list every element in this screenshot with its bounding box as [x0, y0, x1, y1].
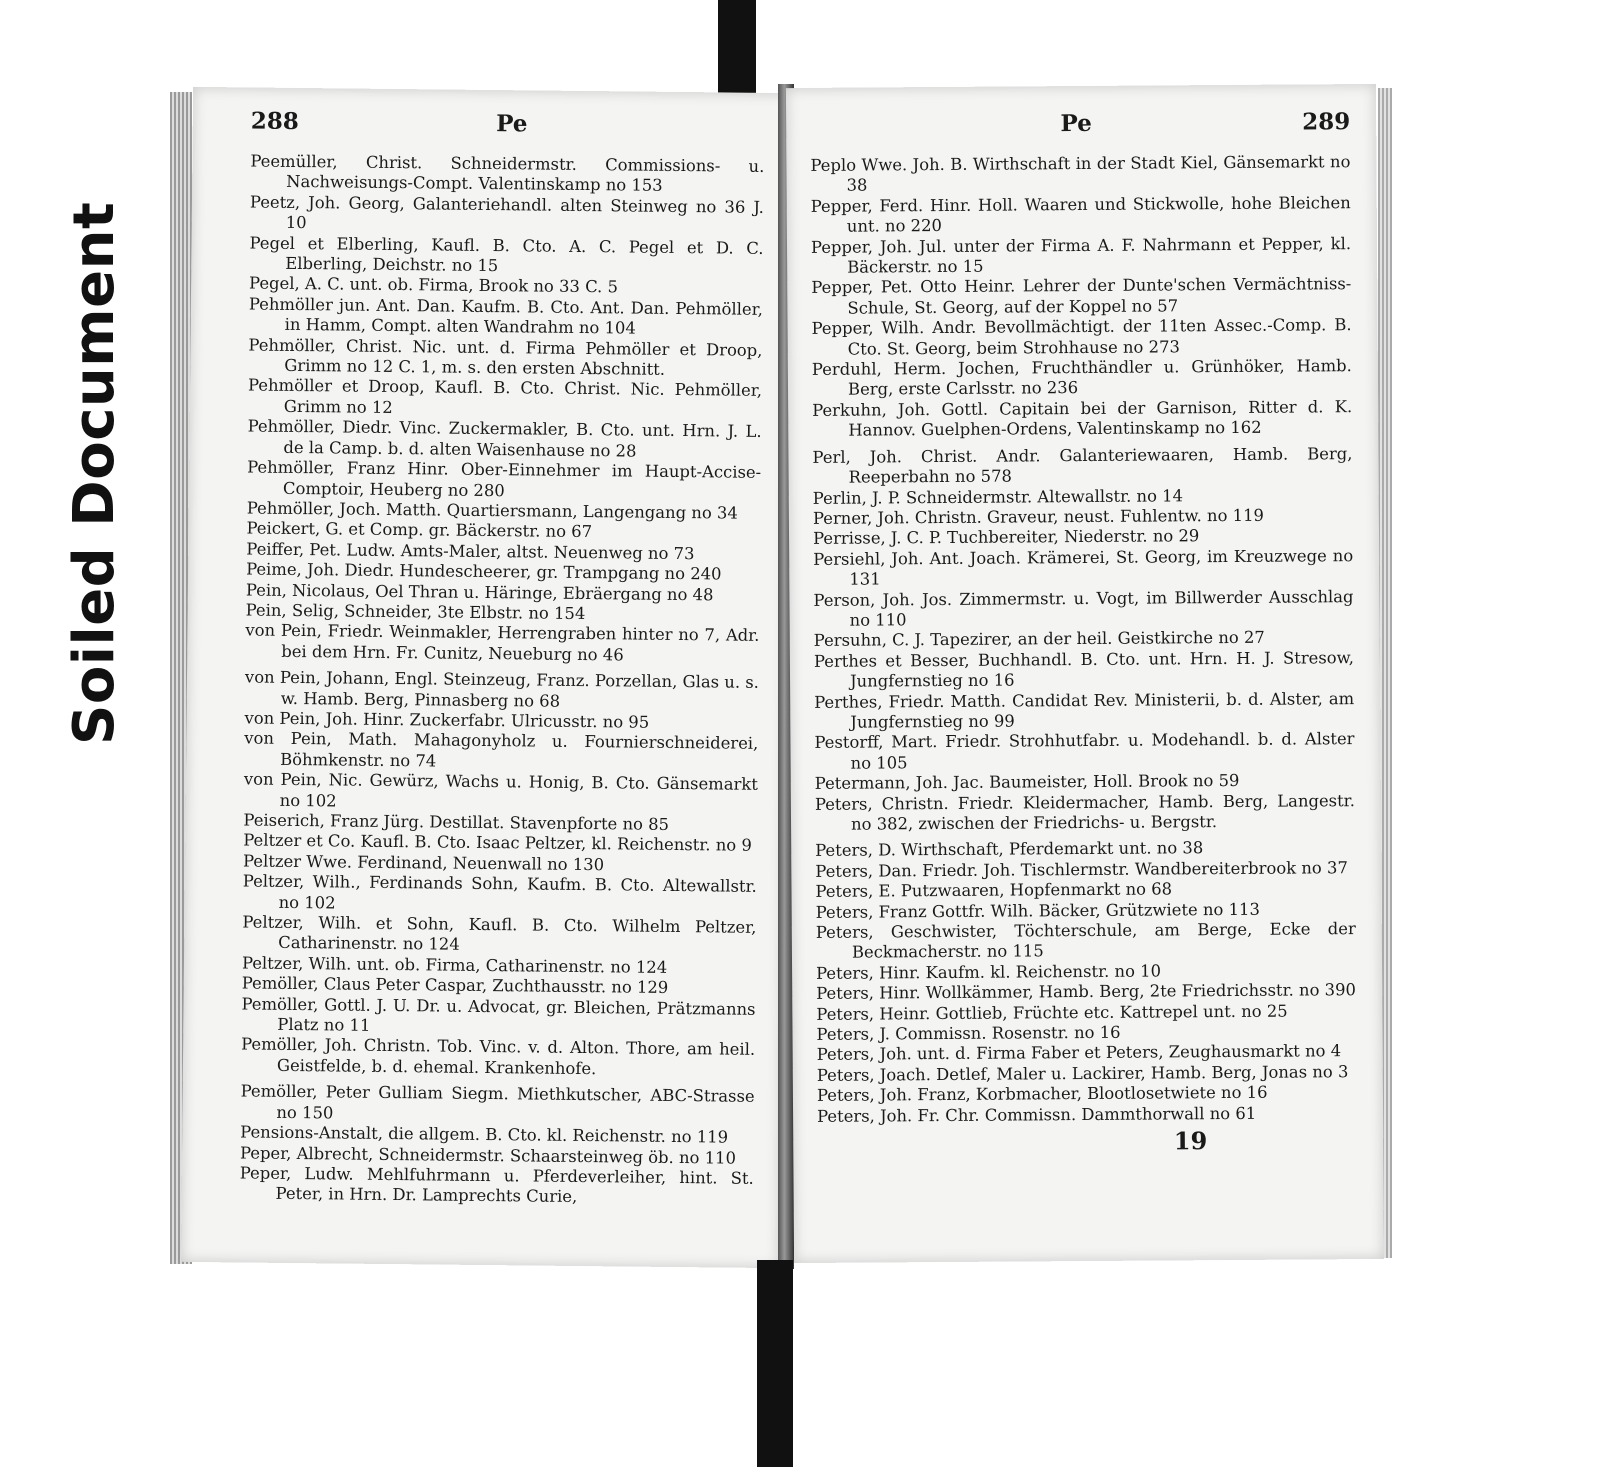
directory-entry: Pehmöller et Droop, Kaufl. B. Cto. Christ. Nic. Pehmöller, Grimm no 12 — [247, 375, 763, 417]
directory-entry: Peters, Joach. Detlef, Maler u. Lackirer, Hamb. Berg, Jonas no 3 — [816, 1062, 1349, 1085]
directory-entry: Peickert, G. et Comp. gr. Bäckerstr. no 67 — [246, 518, 593, 542]
directory-entry: von Pein, Math. Mahagonyholz u. Fournierschneiderei, Böhmkenstr. no 74 — [244, 728, 759, 771]
directory-entry: Pepper, Ferd. Hinr. Holl. Waaren und Stickwolle, hohe Bleichen unt. no 220 — [810, 192, 1351, 236]
left-page — [181, 87, 791, 1268]
directory-entry: Pein, Selig, Schneider, 3te Elbstr. no 154 — [245, 600, 586, 623]
directory-entry: Peplo Wwe. Joh. B. Wirthschaft in der Stadt Kiel, Gänsemarkt no 38 — [810, 152, 1351, 196]
soiled-document-stamp: Soiled Document — [62, 201, 127, 745]
directory-entry: Peters, D. Wirthschaft, Pferdemarkt unt. no 38 — [815, 838, 1204, 861]
directory-entry: Pein, Nicolaus, Oel Thran u. Häringe, Ebräergang no 48 — [245, 580, 714, 604]
directory-entry: Peltzer, Wilh. et Sohn, Kaufl. B. Cto. Wilhelm Peltzer, Catharinenstr. no 124 — [242, 912, 757, 955]
directory-entry: von Pein, Friedr. Weinmakler, Herrengraben hinter no 7, Adr. bei dem Hrn. Fr. Cunitz, Neueburg no 46 — [245, 620, 760, 665]
directory-entry: Pehmöller, Joch. Matth. Quartiersmann, Langengang no 34 — [246, 498, 738, 523]
directory-entry: Person, Joh. Jos. Zimmermstr. u. Vogt, im Billwerder Ausschlag no 110 — [813, 586, 1354, 630]
directory-entry: Pehmöller, Christ. Nic. unt. d. Firma Pehmöller et Droop, Grimm no 12 C. 1, m. s. den ersten Abschnitt. — [248, 335, 763, 379]
directory-entry: Perduhl, Herm. Jochen, Fruchthändler u. Grünhöker, Hamb. Berg, erste Carlsstr. no 236 — [811, 356, 1352, 400]
left-page-header — [251, 108, 765, 153]
directory-entry: Perkuhn, Joh. Gottl. Capitain bei der Garnison, Ritter d. K. Hannov. Guelphen-Ordens, Valentinskamp no 162 — [812, 397, 1353, 440]
directory-entry: Peters, Joh. Franz, Korbmacher, Blootlosetwiete no 16 — [816, 1083, 1268, 1106]
directory-entry: Peters, J. Commissn. Rosenstr. no 16 — [816, 1022, 1121, 1044]
directory-entry: Pemöller, Joh. Christn. Tob. Vinc. v. d. Alton. Thore, am heil. Geistfelde, b. d. ehemal. Krankenhofe. — [241, 1034, 756, 1079]
directory-entry: Pehmöller jun. Ant. Dan. Kaufm. B. Cto. Ant. Dan. Pehmöller, in Hamm, Compt. alten Wandrahm no 104 — [248, 294, 763, 338]
directory-entry: Peper, Albrecht, Schneidermstr. Schaarsteinweg öb. no 110 — [239, 1142, 737, 1168]
right-page — [786, 84, 1384, 1263]
directory-entry: Pegel et Elberling, Kaufl. B. Cto. A. C. Pegel et D. C. Elberling, Deichstr. no 15 — [249, 233, 764, 276]
directory-entry: Peiffer, Pet. Ludw. Amts-Maler, altst. Neuenweg no 73 — [246, 539, 695, 563]
directory-entry: Peters, Geschwister, Töchterschule, am Berge, Ecke der Beckmacherstr. no 115 — [815, 919, 1356, 963]
directory-entry: Perl, Joh. Christ. Andr. Galanteriewaaren, Hamb. Berg, Reeperbahn no 578 — [812, 443, 1353, 487]
directory-entry: Pemöller, Peter Gulliam Siegm. Miethkutscher, ABC-Strasse no 150 — [240, 1081, 755, 1123]
directory-entry: Peltzer Wwe. Ferdinand, Neuenwall no 130 — [242, 851, 605, 875]
directory-entry: Pepper, Pet. Otto Heinr. Lehrer der Dunte'schen Vermächtniss-Schule, St. Georg, auf der Koppel no 57 — [811, 274, 1352, 318]
bookmark-ribbon-top — [718, 0, 756, 98]
directory-entry: Pensions-Anstalt, die allgem. B. Cto. kl. Reichenstr. no 119 — [240, 1122, 729, 1147]
directory-entry: Peime, Joh. Diedr. Hundescheerer, gr. Trampgang no 240 — [246, 559, 722, 584]
directory-entry: Pehmöller, Diedr. Vinc. Zuckermakler, B. Cto. unt. Hrn. J. L. de la Camp. b. d. alten Waisenhause no 28 — [247, 416, 762, 461]
left-directory-entries — [239, 152, 764, 1210]
directory-entry: Pestorff, Mart. Friedr. Strohhutfabr. u. Modehandl. b. d. Alster no 105 — [814, 729, 1355, 773]
directory-entry: Peters, Franz Gottfr. Wilh. Bäcker, Grützwiete no 113 — [815, 899, 1260, 922]
directory-entry: Peters, Hinr. Wollkämmer, Hamb. Berg, 2te Friedrichsstr. no 390 — [816, 980, 1356, 1004]
directory-entry: Persuhn, C. J. Tapezirer, an der heil. Geistkirche no 27 — [813, 628, 1265, 651]
directory-entry: von Pein, Nic. Gewürz, Wachs u. Honig, B. Cto. Gänsemarkt no 102 — [243, 769, 758, 811]
directory-entry: Petermann, Joh. Jac. Baumeister, Holl. Brook no 59 — [814, 771, 1240, 794]
directory-entry: Peper, Ludw. Mehlfuhrmann u. Pferdeverleiher, hint. St. Peter, in Hrn. Dr. Lamprechts Curie, — [239, 1163, 754, 1207]
directory-entry: Peltzer, Wilh., Ferdinands Sohn, Kaufm. B. Cto. Altewallstr. no 102 — [242, 871, 757, 913]
directory-entry: Perrisse, J. C. P. Tuchbereiter, Niederstr. no 29 — [812, 526, 1200, 549]
right-running-head: Pe — [1060, 109, 1092, 138]
directory-entry: Pegel, A. C. unt. ob. Firma, Brook no 33 C. 5 — [249, 273, 619, 297]
directory-entry: Pemöller, Claus Peter Caspar, Zuchthausstr. no 129 — [241, 973, 669, 998]
directory-entry: Pepper, Joh. Jul. unter der Firma A. F. Nahrmann et Pepper, kl. Bäckerstr. no 15 — [810, 233, 1352, 277]
directory-entry: Perlin, J. P. Schneidermstr. Altewallstr. no 14 — [812, 485, 1184, 508]
directory-entry: Perner, Joh. Christn. Graveur, neust. Fuhlentw. no 119 — [812, 505, 1264, 528]
directory-entry: Pemöller, Gottl. J. U. Dr. u. Advocat, gr. Bleichen, Prätzmanns Platz no 11 — [241, 994, 756, 1035]
directory-entry: Peters, E. Putzwaaren, Hopfenmarkt no 68 — [815, 879, 1173, 902]
directory-entry: Peiserich, Franz Jürg. Destillat. Stavenpforte no 85 — [243, 810, 670, 834]
right-page-header — [810, 108, 1350, 152]
directory-entry: Peltzer, Wilh. unt. ob. Firma, Catharinenstr. no 124 — [241, 953, 668, 977]
directory-entry: Persiehl, Joh. Ant. Joach. Krämerei, St. Georg, im Kreuzwege no 131 — [813, 545, 1354, 589]
directory-entry: Perthes, Friedr. Matth. Candidat Rev. Ministerii, b. d. Alster, am Jungfernstieg no 99 — [814, 688, 1355, 732]
directory-entry: von Pein, Joh. Hinr. Zuckerfabr. Ulricusstr. no 95 — [244, 708, 650, 732]
right-page-number: 289 — [1302, 108, 1351, 136]
signature-mark: 19 — [1173, 1126, 1208, 1156]
directory-entry: Pepper, Wilh. Andr. Bevollmächtigt. der 11ten Assec.-Comp. B. Cto. St. Georg, beim Strohhause no 273 — [811, 315, 1352, 359]
left-page-number: 288 — [250, 107, 299, 136]
directory-entry: Peltzer et Co. Kaufl. B. Cto. Isaac Peltzer, kl. Reichenstr. no 9 — [243, 830, 752, 856]
directory-entry: Peters, Hinr. Kaufm. kl. Reichenstr. no 10 — [816, 961, 1162, 983]
directory-entry: Peters, Joh. Fr. Chr. Commissn. Dammthorwall no 61 — [817, 1103, 1257, 1126]
directory-entry: Peemüller, Christ. Schneidermstr. Commissions- u. Nachweisungs-Compt. Valentinskamp no 153 — [250, 151, 765, 196]
directory-entry: Perthes et Besser, Buchhandl. B. Cto. unt. Hrn. H. J. Stresow, Jungfernstieg no 16 — [813, 647, 1354, 691]
directory-entry: Peetz, Joh. Georg, Galanteriehandl. alten Steinweg no 36 J. 10 — [249, 192, 765, 233]
bookmark-ribbon-bottom — [757, 1260, 793, 1467]
left-running-head: Pe — [496, 110, 528, 138]
directory-entry: Peters, Dan. Friedr. Joh. Tischlermstr. Wandbereiterbrook no 37 — [815, 857, 1348, 881]
directory-entry: von Pein, Johann, Engl. Steinzeug, Franz. Porzellan, Glas u. s. w. Hamb. Berg, Pinnasberg no 68 — [244, 667, 760, 711]
directory-entry: Peters, Joh. unt. d. Firma Faber et Peters, Zeughausmarkt no 4 — [816, 1041, 1342, 1065]
directory-entry: Peters, Heinr. Gottlieb, Früchte etc. Kattrepel unt. no 25 — [816, 1001, 1288, 1024]
directory-entry: Pehmöller, Franz Hinr. Ober-Einnehmer im Haupt-Accise-Comptoir, Heuberg no 280 — [247, 457, 762, 500]
right-directory-entries — [810, 152, 1357, 1127]
directory-entry: Peters, Christn. Friedr. Kleidermacher, Hamb. Berg, Langestr. no 382, zwischen der Friedrichs- u. Bergstr. — [814, 790, 1355, 834]
